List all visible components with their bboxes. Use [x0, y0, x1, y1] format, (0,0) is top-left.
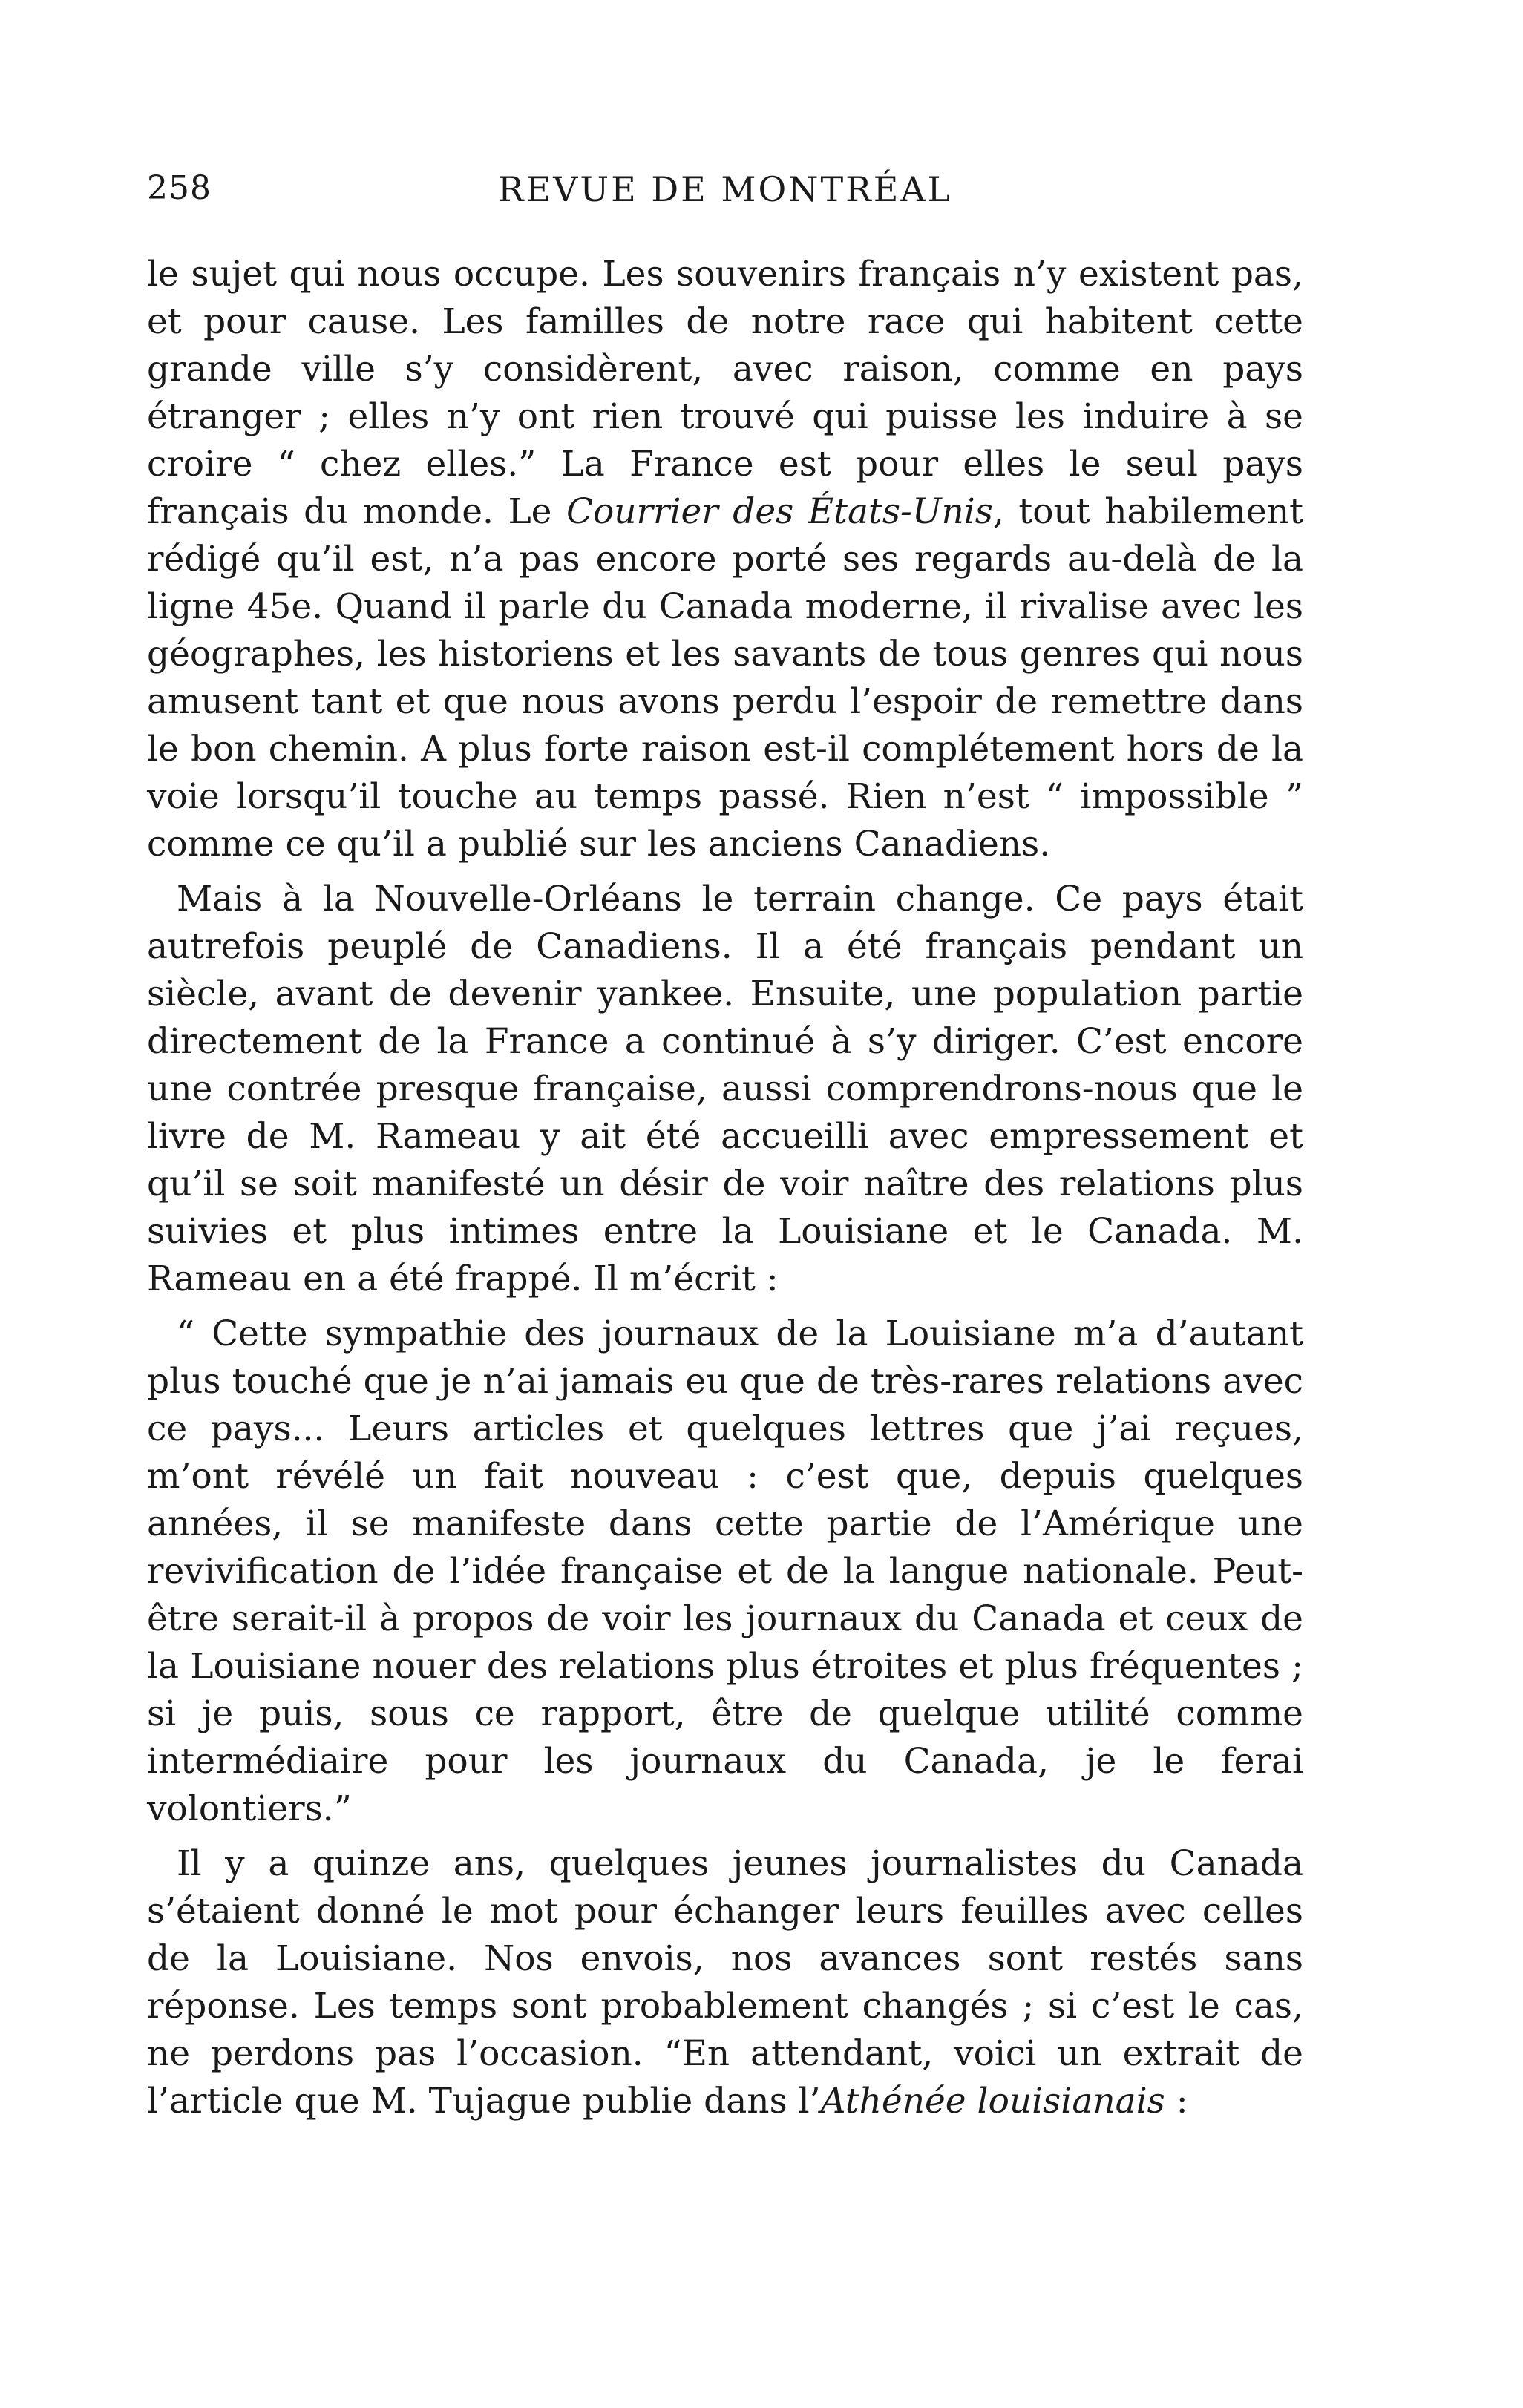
page-number: 258 — [147, 169, 212, 207]
italic-title-text: Athénée louisianais — [820, 2081, 1165, 2122]
paragraph-text: Il y a quinze ans, quelques jeunes journalistes du Canada s’étaient donné le mot pour échanger leurs feuilles avec celles de la Louisiane. Nos envois, nos avances sont restés sans réponse. Les temps sont probablement changés ; si c’est le cas, ne perdons pas l’occasion. “En attendant, voici un extrait de l’article que M. Tujague publie dans l’ — [147, 1843, 1303, 2122]
paragraph — [147, 251, 1303, 868]
running-header — [147, 169, 1303, 221]
paragraph — [147, 876, 1303, 1303]
italic-title-text: Courrier des États-Unis — [566, 491, 993, 532]
paragraph-text: le sujet qui nous occupe. Les souvenirs français n’y existent pas, et pour cause. Les familles de notre race qui habitent cette grande ville s’y considèrent, avec raison, comme en pays étranger ; elles n’y ont rien trouvé qui puisse les induire à se croire “ chez elles.” La France est pour elles le seul pays français du monde. Le — [147, 254, 1303, 532]
journal-title: REVUE DE MONTRÉAL — [497, 169, 953, 209]
paragraph-text: , tout habilement rédigé qu’il est, n’a pas encore porté ses regards au-delà de la ligne 45e. Quand il parle du Canada moderne, il rivalise avec les géographes, les historiens et les savants de tous genres qui nous amusent tant et que nous avons perdu l’espoir de remettre dans le bon chemin. A plus forte raison est-il complétement hors de la voie lorsqu’il touche au temps passé. Rien n’est “ impossible ” comme ce qu’il a publié sur les anciens Canadiens. — [147, 491, 1303, 865]
paragraph — [147, 1840, 1303, 2125]
book-page — [147, 169, 1303, 2125]
page-body — [147, 251, 1303, 2125]
paragraph-text: : — [1165, 2081, 1188, 2122]
quoted-letter — [147, 1310, 1303, 1833]
paragraph-text: “ Cette sympathie des journaux de la Louisiane m’a d’autant plus touché que je n’ai jamais eu que de très-rares relations avec ce pays... Leurs articles et quelques lettres que j’ai reçues, m’ont révélé un fait nouveau : c’est que, depuis quelques années, il se manifeste dans cette partie de l’Amérique une revivification de l’idée française et de la langue nationale. Peut-être serait-il à propos de voir les journaux du Canada et ceux de la Louisiane nouer des relations plus étroites et plus fréquentes ; si je puis, sous ce rapport, être de quelque utilité comme intermédiaire pour les journaux du Canada, je le ferai volontiers.” — [147, 1313, 1303, 1829]
paragraph-text: Mais à la Nouvelle-Orléans le terrain change. Ce pays était autrefois peuplé de Canadiens. Il a été français pendant un siècle, avant de devenir yankee. Ensuite, une population partie directement de la France a continué à s’y diriger. C’est encore une contrée presque française, aussi comprendrons-nous que le livre de M. Rameau y ait été accueilli avec empressement et qu’il se soit manifesté un désir de voir naître des relations plus suivies et plus intimes entre la Louisiane et le Canada. M. Rameau en a été frappé. Il m’écrit : — [147, 879, 1303, 1299]
